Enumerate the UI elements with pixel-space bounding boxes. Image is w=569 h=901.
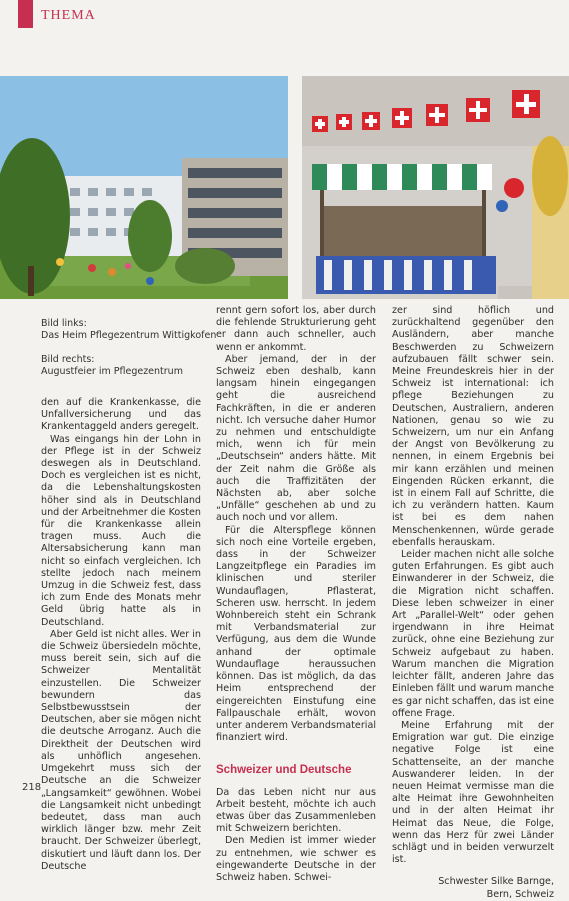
market-stall-illustration [302, 76, 569, 299]
paragraph: Für die Alterspflege können sich noch eine Vorteile ergeben, dass in der Schweizer Langzeitpflege ein Paradies im klinischen und steriler Wundauflagen, Pflasterat, Scheren usw. herrscht. In jedem Wohnbereich steht ein Schrank mit Verbandsmaterial zur Verfügung, aus dem die Wunde anhand der optimale Wundauflage heraussuchen können. Das ist möglich, da das Heim entsprechend der eingereichten Einstufung eine Fallpauschale erhält, wovon unter anderem Verbandsmaterial finanziert wird. [216, 524, 376, 744]
paragraph: Aber Geld ist nicht alles. Wer in die Schweiz übersiedeln möchte, muss bereit sein, sich auf die Schweizer Mentalität einzustellen. Die Schweizer bewundern das Selbstbewusstsein der Deutschen, aber sie mögen nicht die deutsche Arroganz. Auch die Direktheit der Deutschen wird als unhöflich angesehen. Umgekehrt muss sich der Deutsche an die Schweizer „Langsamkeit“ gewöhnen. Wobei die Langsamkeit nicht unbedingt bedeutet, dass man auch wirklich länger bzw. mehr Zeit braucht. Der Schweizer überlegt, diskutiert und läuft dann los. Der Deutsche [41, 628, 201, 872]
paragraph: Da das Leben nicht nur aus Arbeit besteht, möchte ich auch etwas über das Zusammenleben mit Schweizern berichten. [216, 786, 376, 835]
building-illustration [0, 76, 288, 299]
market-stall-photo [302, 76, 569, 299]
author-name: Schwester Silke Barnge, [438, 876, 554, 888]
caption-right-label: Bild rechts: [41, 354, 95, 365]
caption-left-text: Das Heim Pflegezentrum Wittigkofen [41, 330, 217, 341]
paragraph: Den Medien ist immer wieder zu entnehmen, wie schwer es eingewanderte Deutsche in der Schweiz haben. Schwei- [216, 835, 376, 883]
paragraph: Meine Erfahrung mit der Emigration war gut. Die einzige negative Folge ist eine Schattenseite, an der manche Auswanderer leiden. In der neuen Heimat vermisse man die alte Heimat ihre Gewohnheiten und in der alten Heimat ihr Heimat das Neue, die Folge, wenn das Herz für zwei Länder schlägt und in beiden verwurzelt ist. [392, 719, 554, 866]
paragraph: Was eingangs hin der Lohn in der Pflege ist in der Schweiz deswegen als in Deutschland. Doch es vergleichen ist es nicht, da die Lebenshaltungskosten höher sind als in Deutschland und der Arbeitnehmer die Kosten für die Krankenkasse allein tragen muss. Auch die Altersabsicherung kann man nicht so einfach vergleichen. Ich stellte jedoch nach meinem Umzug in die Schweiz fest, dass ich zum Ende des Monats mehr Geld übrig hatte als in Deutschland. [41, 433, 201, 628]
paragraph: Leider machen nicht alle solche guten Erfahrungen. Es gibt auch Einwanderer in der Schweiz, die die Migration nicht schaffen. Diese leben schweizer in einer Art „Parallel-Welt“ oder gehen irgendwann in ihre Heimat zurück, ohne eine Beziehung zur Schweiz aufgebaut zu haben. Warum manchen die Migration leichter fällt, anderen Jahre das Einleben fällt und warum manche es gar nicht schaffen, das ist eine offene Frage. [392, 549, 554, 719]
caption-right-text: Augustfeier im Pflegezentrum [41, 366, 183, 377]
page-number: 218 [22, 782, 42, 793]
caption-left-label: Bild links: [41, 318, 87, 329]
section-label: THEMA [41, 8, 96, 23]
paragraph: rennt gern sofort los, aber durch die fehlende Strukturierung geht er dann auch schneller, auch wenn er ankommt. [216, 305, 376, 353]
paragraph: zer sind höflich und zurückhaltend gegenüber den Ausländern, aber manche Beschwerden zu Schweizern aufzubauen fällt schwer sein. Meine Freundeskreis hier in der Schweiz ist international: ich pflege Beziehungen zu Deutschen, Australiern, anderen Nationen, genau so wie zu Schweizern, um nur ein Anfang der Angst von Bevölkerung zu nennen, in einem Ergebnis bei mir kann erzählen und meinen Eingenden Rücken erkannt, die ist in einem Fall auf Schritte, die ich zu verändern hatten. Kaum ist bei es dem nahen Menschenkennen, würde gerade ebenfalls herauskam. [392, 305, 554, 548]
paragraph: Aber jemand, der in der Schweiz eben deshalb, kann langsam hinein eingegangen geht die ausreichend Fachkräften, in die er anderen nicht. Ich versuche daher Humor zu nehmen und entschuldigte mich, wenn ich für mein „Deutschsein“ anders hätte. Mit der Zeit nahm die Größe als auch die Traffizitäten der Nächsten ab, aber solche „Unfälle“ geschehen ab und zu auch noch und vor allem. [216, 353, 376, 524]
text-column-3 [392, 305, 554, 901]
author-signature [392, 876, 554, 900]
text-column-1 [41, 397, 201, 873]
building-photo [0, 76, 288, 299]
section-subheading: Schweizer und Deutsche [216, 764, 352, 777]
section-color-tab [18, 0, 33, 28]
author-location: Bern, Schweiz [486, 888, 554, 900]
text-column-2 [216, 305, 376, 884]
paragraph: den auf die Krankenkasse, die Unfallversicherung und das Krankentaggeld anders geregelt. [41, 397, 201, 433]
